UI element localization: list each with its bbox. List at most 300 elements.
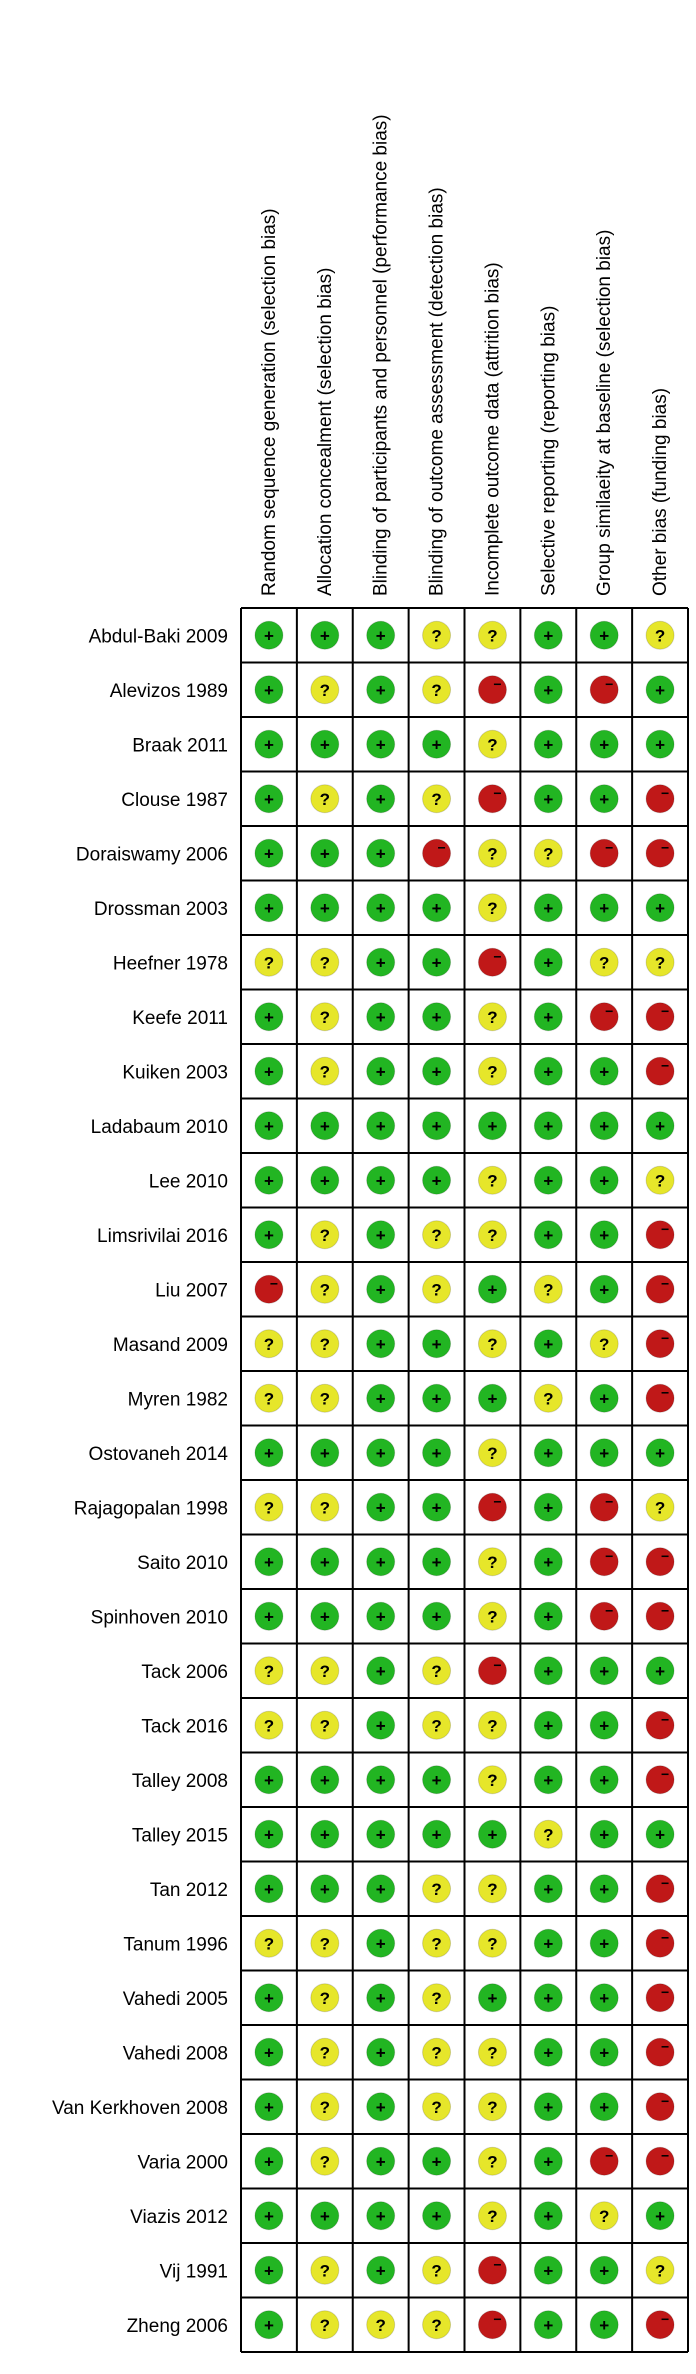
mark-unclear-risk <box>311 1057 339 1085</box>
mark-low-risk <box>478 1275 506 1303</box>
mark-low-risk <box>590 1984 618 2012</box>
mark-low-risk <box>590 730 618 758</box>
study-label-viazis-2012: Viazis 2012 <box>130 2206 228 2228</box>
mark-symbol: + <box>263 626 274 646</box>
mark-low-risk <box>255 2256 283 2284</box>
study-label-drossman-2003: Drossman 2003 <box>93 898 228 920</box>
mark-symbol: ? <box>319 2315 331 2335</box>
mark-symbol: + <box>543 735 554 755</box>
mark-low-risk <box>367 1330 395 1358</box>
mark-symbol: + <box>375 1007 386 1027</box>
mark-low-risk <box>311 1439 339 1467</box>
mark-low-risk <box>423 894 451 922</box>
mark-symbol: + <box>543 2152 554 2172</box>
mark-symbol: + <box>599 1280 610 1300</box>
mark-symbol: + <box>431 1770 442 1790</box>
mark-unclear-risk <box>423 1221 451 1249</box>
study-label-tan-2012: Tan 2012 <box>149 1879 228 1901</box>
mark-symbol: − <box>269 1275 279 1292</box>
mark-symbol: + <box>599 1443 610 1463</box>
mark-symbol: ? <box>431 789 442 809</box>
mark-low-risk <box>311 1602 339 1630</box>
mark-symbol: + <box>543 2261 554 2281</box>
mark-symbol: ? <box>654 2261 666 2281</box>
study-label-zheng-2006: Zheng 2006 <box>126 2315 228 2337</box>
mark-symbol: + <box>487 1389 498 1409</box>
mark-low-risk <box>255 2093 283 2121</box>
mark-low-risk <box>590 1166 618 1194</box>
mark-low-risk <box>423 1112 451 1140</box>
study-label-van-kerkhoven-2008: Van Kerkhoven 2008 <box>51 2097 228 2119</box>
mark-unclear-risk <box>311 1330 339 1358</box>
mark-unclear-risk <box>590 2202 618 2230</box>
mark-symbol: ? <box>543 1280 554 1300</box>
mark-high-risk <box>646 1221 674 1249</box>
mark-low-risk <box>255 676 283 704</box>
mark-low-risk <box>423 2147 451 2175</box>
mark-symbol: + <box>487 1280 498 1300</box>
mark-high-risk <box>646 785 674 813</box>
study-label-limsrivilai-2016: Limsrivilai 2016 <box>97 1225 228 1247</box>
mark-symbol: ? <box>431 1225 442 1245</box>
mark-symbol: + <box>263 1225 274 1245</box>
mark-unclear-risk <box>311 676 339 704</box>
mark-low-risk <box>255 730 283 758</box>
mark-unclear-risk <box>478 730 506 758</box>
mark-low-risk <box>534 1330 562 1358</box>
mark-low-risk <box>646 1112 674 1140</box>
mark-symbol: ? <box>319 1334 331 1354</box>
column-header-6: Selective reporting (reporting bias) <box>538 305 560 596</box>
mark-unclear-risk <box>646 1166 674 1194</box>
mark-symbol: + <box>263 898 274 918</box>
mark-symbol: ? <box>319 1934 331 1954</box>
mark-unclear-risk <box>423 2256 451 2284</box>
mark-unclear-risk <box>478 1766 506 1794</box>
mark-low-risk <box>423 1766 451 1794</box>
mark-symbol: + <box>599 2097 610 2117</box>
mark-low-risk <box>590 1439 618 1467</box>
mark-symbol: + <box>263 2152 274 2172</box>
mark-low-risk <box>423 1330 451 1358</box>
study-label-talley-2008: Talley 2008 <box>131 1770 228 1792</box>
mark-symbol: + <box>375 1934 386 1954</box>
mark-symbol: + <box>375 844 386 864</box>
mark-symbol: − <box>660 1057 670 1074</box>
mark-low-risk <box>423 730 451 758</box>
mark-unclear-risk <box>423 2311 451 2339</box>
mark-symbol: + <box>431 2206 442 2226</box>
mark-symbol: ? <box>431 2261 442 2281</box>
mark-high-risk <box>646 1548 674 1576</box>
mark-low-risk <box>311 1548 339 1576</box>
mark-symbol: + <box>599 898 610 918</box>
mark-low-risk <box>255 1003 283 1031</box>
column-header-4: Blinding of outcome assessment (detection bias) <box>426 187 448 596</box>
mark-low-risk <box>534 1439 562 1467</box>
mark-symbol: + <box>543 1171 554 1191</box>
mark-unclear-risk <box>423 1875 451 1903</box>
mark-symbol: + <box>543 680 554 700</box>
mark-low-risk <box>311 1112 339 1140</box>
mark-high-risk <box>590 2147 618 2175</box>
mark-symbol: ? <box>487 1716 498 1736</box>
mark-symbol: ? <box>319 1007 331 1027</box>
mark-symbol: ? <box>654 1498 666 1518</box>
mark-symbol: + <box>319 1443 330 1463</box>
mark-unclear-risk <box>311 1929 339 1957</box>
mark-symbol: + <box>319 844 330 864</box>
mark-high-risk <box>646 2147 674 2175</box>
mark-low-risk <box>534 730 562 758</box>
study-label-heefner-1978: Heefner 1978 <box>112 953 228 975</box>
mark-symbol: ? <box>543 1825 554 1845</box>
mark-low-risk <box>367 730 395 758</box>
mark-high-risk <box>646 2311 674 2339</box>
mark-low-risk <box>423 1384 451 1412</box>
mark-low-risk <box>367 1166 395 1194</box>
grid-lines <box>241 608 688 2352</box>
mark-symbol: + <box>599 1879 610 1899</box>
mark-low-risk <box>534 1548 562 1576</box>
mark-symbol: − <box>660 1384 670 1401</box>
mark-symbol: + <box>375 1607 386 1627</box>
mark-unclear-risk <box>311 1275 339 1303</box>
mark-symbol: ? <box>487 2043 498 2063</box>
study-label-lee-2010: Lee 2010 <box>148 1171 228 1193</box>
mark-low-risk <box>646 676 674 704</box>
mark-low-risk <box>367 1112 395 1140</box>
mark-symbol: − <box>660 1220 670 1237</box>
study-label-vij-1991: Vij 1991 <box>159 2261 228 2283</box>
mark-low-risk <box>311 730 339 758</box>
mark-symbol: + <box>431 1498 442 1518</box>
mark-symbol: + <box>375 2206 386 2226</box>
mark-low-risk <box>534 1929 562 1957</box>
mark-unclear-risk <box>311 1384 339 1412</box>
mark-symbol: + <box>487 1988 498 2008</box>
mark-symbol: ? <box>319 1062 331 1082</box>
mark-symbol: + <box>599 2315 610 2335</box>
mark-high-risk <box>646 1003 674 1031</box>
mark-symbol: + <box>543 898 554 918</box>
mark-low-risk <box>590 1275 618 1303</box>
mark-symbol: + <box>599 626 610 646</box>
mark-low-risk <box>367 948 395 976</box>
mark-low-risk <box>255 621 283 649</box>
mark-symbol: − <box>493 1493 502 1510</box>
mark-symbol: + <box>263 1770 274 1790</box>
mark-symbol: − <box>493 1656 502 1673</box>
mark-symbol: ? <box>654 953 666 973</box>
mark-symbol: + <box>543 2043 554 2063</box>
mark-symbol: + <box>375 1280 386 1300</box>
mark-symbol: + <box>599 1770 610 1790</box>
mark-symbol: ? <box>431 626 442 646</box>
mark-unclear-risk <box>423 785 451 813</box>
mark-unclear-risk <box>478 1166 506 1194</box>
mark-unclear-risk <box>311 2311 339 2339</box>
mark-symbol: + <box>375 680 386 700</box>
mark-low-risk <box>646 1820 674 1848</box>
mark-unclear-risk <box>646 621 674 649</box>
mark-symbol: + <box>263 2315 274 2335</box>
mark-symbol: ? <box>654 626 666 646</box>
mark-symbol: + <box>319 1879 330 1899</box>
mark-symbol: − <box>493 784 502 801</box>
mark-low-risk <box>255 894 283 922</box>
mark-low-risk <box>255 1112 283 1140</box>
mark-unclear-risk <box>423 1929 451 1957</box>
mark-symbol: − <box>493 948 502 965</box>
mark-high-risk <box>478 1657 506 1685</box>
mark-symbol: + <box>543 1879 554 1899</box>
mark-symbol: ? <box>487 1607 498 1627</box>
mark-low-risk <box>534 2202 562 2230</box>
mark-symbol: + <box>263 2261 274 2281</box>
mark-symbol: − <box>660 784 670 801</box>
mark-symbol: − <box>660 1002 670 1019</box>
mark-symbol: + <box>375 2097 386 2117</box>
mark-unclear-risk <box>478 1602 506 1630</box>
mark-symbol: + <box>543 1334 554 1354</box>
mark-low-risk <box>255 1820 283 1848</box>
mark-low-risk <box>478 1984 506 2012</box>
mark-symbol: + <box>263 1988 274 2008</box>
mark-unclear-risk <box>478 1221 506 1249</box>
mark-symbol: + <box>431 953 442 973</box>
mark-symbol: + <box>431 1116 442 1136</box>
mark-low-risk <box>367 2256 395 2284</box>
mark-high-risk <box>590 1493 618 1521</box>
mark-high-risk <box>646 1384 674 1412</box>
mark-low-risk <box>423 1820 451 1848</box>
mark-unclear-risk <box>255 1711 283 1739</box>
mark-symbol: ? <box>431 2097 442 2117</box>
mark-low-risk <box>534 1166 562 1194</box>
mark-unclear-risk <box>311 2147 339 2175</box>
mark-symbol: + <box>263 1116 274 1136</box>
mark-symbol: + <box>375 1661 386 1681</box>
mark-symbol: + <box>319 1607 330 1627</box>
mark-low-risk <box>367 1711 395 1739</box>
mark-low-risk <box>590 894 618 922</box>
mark-unclear-risk <box>311 2093 339 2121</box>
mark-low-risk <box>255 1166 283 1194</box>
mark-symbol: + <box>543 626 554 646</box>
mark-symbol: + <box>655 1443 666 1463</box>
mark-symbol: + <box>375 2261 386 2281</box>
mark-unclear-risk <box>423 1657 451 1685</box>
mark-high-risk <box>590 839 618 867</box>
mark-symbol: + <box>543 1770 554 1790</box>
mark-low-risk <box>590 2038 618 2066</box>
mark-low-risk <box>590 785 618 813</box>
mark-unclear-risk <box>423 621 451 649</box>
mark-high-risk <box>478 2256 506 2284</box>
mark-low-risk <box>367 894 395 922</box>
mark-unclear-risk <box>311 1711 339 1739</box>
study-label-ladabaum-2010: Ladabaum 2010 <box>90 1116 228 1138</box>
mark-low-risk <box>534 1493 562 1521</box>
mark-symbol: ? <box>598 2206 610 2226</box>
mark-low-risk <box>367 2202 395 2230</box>
mark-low-risk <box>534 1003 562 1031</box>
mark-low-risk <box>255 1984 283 2012</box>
mark-symbol: ? <box>654 1171 666 1191</box>
mark-symbol: ? <box>487 1007 498 1027</box>
mark-symbol: ? <box>319 2152 331 2172</box>
mark-symbol: − <box>660 1874 670 1891</box>
mark-low-risk <box>478 1820 506 1848</box>
mark-symbol: ? <box>598 953 610 973</box>
mark-low-risk <box>423 1602 451 1630</box>
mark-symbol: + <box>599 1225 610 1245</box>
mark-symbol: + <box>375 898 386 918</box>
mark-symbol: + <box>431 1171 442 1191</box>
mark-low-risk <box>367 1057 395 1085</box>
mark-symbol: + <box>543 1552 554 1572</box>
mark-symbol: + <box>543 2206 554 2226</box>
mark-symbol: + <box>263 1062 274 1082</box>
mark-unclear-risk <box>590 1330 618 1358</box>
mark-symbol: + <box>375 1062 386 1082</box>
mark-symbol: + <box>375 1116 386 1136</box>
mark-symbol: + <box>655 735 666 755</box>
mark-symbol: + <box>319 1825 330 1845</box>
mark-low-risk <box>367 785 395 813</box>
mark-symbol: + <box>655 1661 666 1681</box>
mark-low-risk <box>590 1929 618 1957</box>
column-header-3: Blinding of participants and personnel (performance bias) <box>370 114 392 596</box>
mark-symbol: + <box>319 735 330 755</box>
mark-symbol: + <box>431 1062 442 1082</box>
study-label-liu-2007: Liu 2007 <box>155 1280 228 1302</box>
mark-low-risk <box>423 1003 451 1031</box>
mark-unclear-risk <box>478 894 506 922</box>
mark-symbol: − <box>660 1711 670 1728</box>
mark-low-risk <box>367 2147 395 2175</box>
study-label-masand-2009: Masand 2009 <box>112 1334 228 1356</box>
mark-symbol: + <box>431 1552 442 1572</box>
mark-symbol: + <box>599 2261 610 2281</box>
mark-low-risk <box>255 1766 283 1794</box>
mark-high-risk <box>478 2311 506 2339</box>
mark-symbol: ? <box>319 953 331 973</box>
mark-unclear-risk <box>423 2038 451 2066</box>
column-header-8: Other bias (funding bias) <box>650 387 672 596</box>
mark-symbol: + <box>375 1334 386 1354</box>
mark-high-risk <box>590 1003 618 1031</box>
study-label-vahedi-2008: Vahedi 2008 <box>122 2043 228 2065</box>
mark-unclear-risk <box>478 1330 506 1358</box>
mark-low-risk <box>311 1875 339 1903</box>
mark-unclear-risk <box>478 1439 506 1467</box>
study-label-doraiswamy-2006: Doraiswamy 2006 <box>75 844 228 866</box>
study-label-rajagopalan-1998: Rajagopalan 1998 <box>73 1498 228 1520</box>
mark-symbol: + <box>431 898 442 918</box>
mark-unclear-risk <box>478 621 506 649</box>
mark-low-risk <box>311 2202 339 2230</box>
mark-symbol: ? <box>319 1661 331 1681</box>
mark-symbol: + <box>543 1062 554 1082</box>
mark-unclear-risk <box>367 2311 395 2339</box>
mark-symbol: + <box>263 1171 274 1191</box>
mark-low-risk <box>367 1875 395 1903</box>
mark-symbol: + <box>599 1988 610 2008</box>
mark-symbol: + <box>431 1607 442 1627</box>
mark-symbol: + <box>319 898 330 918</box>
mark-low-risk <box>478 1112 506 1140</box>
study-label-talley-2015: Talley 2015 <box>131 1825 228 1847</box>
mark-high-risk <box>423 839 451 867</box>
mark-unclear-risk <box>311 1221 339 1249</box>
mark-high-risk <box>646 2093 674 2121</box>
mark-unclear-risk <box>646 2256 674 2284</box>
mark-low-risk <box>534 1057 562 1085</box>
mark-symbol: − <box>660 1929 670 1946</box>
mark-low-risk <box>255 2147 283 2175</box>
study-label-clouse-1987: Clouse 1987 <box>121 789 228 811</box>
mark-low-risk <box>534 1112 562 1140</box>
mark-symbol: + <box>263 2043 274 2063</box>
mark-unclear-risk <box>534 1820 562 1848</box>
mark-symbol: ? <box>319 680 331 700</box>
mark-low-risk <box>367 1766 395 1794</box>
mark-symbol: ? <box>263 1334 275 1354</box>
mark-low-risk <box>534 2256 562 2284</box>
mark-high-risk <box>646 1602 674 1630</box>
mark-high-risk <box>646 1766 674 1794</box>
mark-symbol: − <box>660 1275 670 1292</box>
mark-symbol: ? <box>319 1498 331 1518</box>
mark-symbol: ? <box>431 1934 442 1954</box>
mark-symbol: − <box>605 2147 614 2164</box>
mark-symbol: − <box>605 1547 614 1564</box>
mark-symbol: + <box>263 2206 274 2226</box>
mark-symbol: + <box>543 1607 554 1627</box>
study-label-tack-2006: Tack 2006 <box>141 1661 228 1683</box>
mark-symbol: − <box>660 1765 670 1782</box>
study-label-myren-1982: Myren 1982 <box>127 1389 228 1411</box>
mark-low-risk <box>367 1984 395 2012</box>
mark-symbol: ? <box>263 1661 275 1681</box>
mark-low-risk <box>367 1929 395 1957</box>
mark-symbol: + <box>375 735 386 755</box>
mark-low-risk <box>534 1711 562 1739</box>
mark-symbol: + <box>543 789 554 809</box>
mark-unclear-risk <box>311 2038 339 2066</box>
study-label-varia-2000: Varia 2000 <box>137 2152 228 2174</box>
mark-unclear-risk <box>255 1384 283 1412</box>
mark-symbol: + <box>599 1062 610 1082</box>
mark-low-risk <box>590 1384 618 1412</box>
mark-symbol: + <box>375 1879 386 1899</box>
mark-high-risk <box>646 1275 674 1303</box>
mark-unclear-risk <box>478 1875 506 1903</box>
mark-high-risk <box>478 948 506 976</box>
mark-low-risk <box>534 2311 562 2339</box>
mark-low-risk <box>255 1602 283 1630</box>
mark-symbol: ? <box>487 844 498 864</box>
mark-unclear-risk <box>478 1711 506 1739</box>
mark-symbol: + <box>655 1116 666 1136</box>
mark-symbol: + <box>543 1988 554 2008</box>
mark-symbol: ? <box>319 2043 331 2063</box>
mark-low-risk <box>367 1221 395 1249</box>
mark-low-risk <box>255 1221 283 1249</box>
study-label-keefe-2011: Keefe 2011 <box>132 1007 228 1029</box>
